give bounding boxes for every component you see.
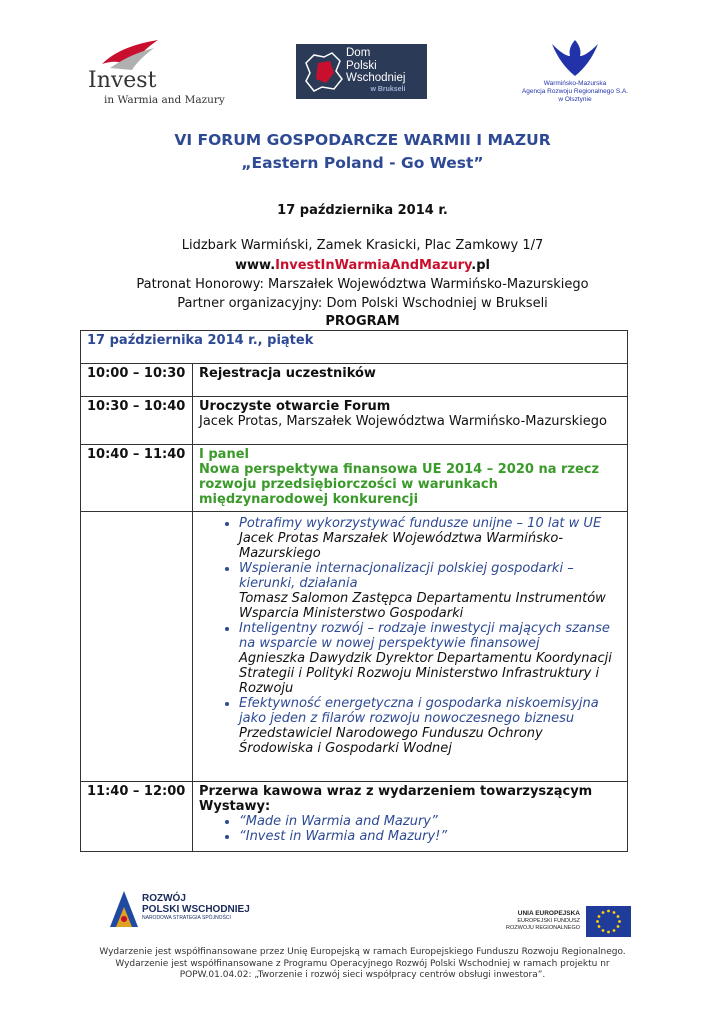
dom-logo-line4: w Brukseli	[370, 85, 406, 93]
opening-speaker: Jacek Protas, Marszałek Województwa Warmińsko-Mazurskiego	[199, 414, 607, 429]
talks-cell	[193, 512, 628, 782]
footer-line1: Wydarzenie jest współfinansowane przez Unię Europejską w ramach Europejskiego Funduszu Rozwoju Regionalnego.	[99, 947, 626, 957]
invest-logo-line1: Invest	[88, 68, 157, 93]
break-title: Przerwa kawowa wraz z wydarzeniem towarzyszącym	[199, 784, 593, 799]
agency-logo-line1: Warmińsko-Mazurska	[543, 80, 607, 87]
talk-title: Efektywność energetyczna i gospodarka niskoemisyjna jako jeden z filarów rozwoju nowoczesnego biznesu	[239, 696, 599, 726]
dom-logo-line2: Polski	[346, 59, 377, 72]
talk-title: Inteligentny rozwój – rodzaje inwestycji mających szanse na wsparcie w nowej perspektywie finansowej	[239, 621, 610, 651]
talk-title: Wspieranie internacjonalizacji polskiej gospodarki – kierunki, działania	[239, 561, 574, 591]
list-item	[239, 696, 621, 756]
forum-title: VI FORUM GOSPODARCZE WARMII I MAZUR	[174, 131, 551, 149]
talk-speaker: Tomasz Salomon Zastępca Departamentu Instrumentów Wsparcia Ministerstwo Gospodarki	[239, 591, 606, 621]
agenda-cell	[193, 782, 628, 852]
ue-logo	[488, 906, 633, 940]
ue-line3: ROZWOJU REGIONALNEGO	[506, 925, 580, 931]
talk-speaker: Agnieszka Dawydzik Dyrektor Departamentu Koordynacji Strategii i Polityki Rozwoju Ministerstwo Infrastruktury i Rozwoju	[239, 651, 612, 696]
time-cell: 10:00 – 10:30	[81, 364, 193, 397]
exhibition-item: “Invest in Warmia and Mazury!”	[239, 829, 448, 844]
talks-list	[199, 516, 621, 756]
website-suffix: .pl	[471, 258, 490, 273]
website-prefix: www.	[235, 258, 276, 273]
partner-text: Partner organizacyjny: Dom Polski Wschodniej w Brukseli	[177, 296, 548, 311]
list-item	[239, 814, 621, 829]
agency-crown-icon	[550, 38, 600, 78]
program-table	[80, 330, 628, 852]
agency-logo	[520, 38, 630, 108]
opening-title: Uroczyste otwarcie Forum	[199, 399, 391, 414]
rozwoj-line3: NARODOWA STRATEGIA SPÓJNOŚCI	[142, 915, 231, 921]
day-header: 17 października 2014 r., piątek	[81, 331, 628, 364]
agenda-cell: Rejestracja uczestników	[193, 364, 628, 397]
agenda-cell	[193, 397, 628, 445]
talk-speaker: Jacek Protas Marszałek Województwa Warmińsko-Mazurskiego	[239, 531, 564, 561]
ue-line2: EUROPEJSKI FUNDUSZ	[517, 918, 580, 924]
ue-line1: UNIA EUROPEJSKA	[517, 910, 580, 917]
dom-logo-line1: Dom	[346, 47, 371, 59]
dom-polski-logo	[296, 44, 427, 99]
agenda-cell	[193, 445, 628, 512]
agency-logo-line2: Agencja Rozwoju Regionalnego S.A.	[521, 88, 629, 95]
table-row	[81, 512, 628, 782]
panel-title: Nowa perspektywa finansowa UE 2014 – 2020 na rzecz rozwoju przedsiębiorczości w warunkach międzynarodowej konkurencji	[199, 462, 600, 507]
table-row	[81, 364, 628, 397]
invest-logo	[86, 38, 236, 110]
eu-flag-icon	[586, 906, 631, 937]
time-cell	[81, 512, 193, 782]
table-row	[81, 445, 628, 512]
table-row	[81, 782, 628, 852]
map-outline-icon	[300, 49, 346, 95]
footer-note	[90, 947, 635, 982]
website-domain: InvestInWarmiaAndMazury	[275, 258, 472, 273]
list-item	[239, 561, 621, 621]
rozwoj-line1: ROZWÓJ	[142, 893, 186, 904]
panel-label: I panel	[199, 447, 249, 462]
invest-logo-line2: in Warmia and Mazury	[104, 94, 225, 106]
list-item	[239, 516, 621, 561]
rozwoj-line2: POLSKI WSCHODNIEJ	[142, 904, 250, 915]
exhibition-item: “Made in Warmia and Mazury”	[239, 814, 438, 829]
dom-logo-line3: Wschodniej	[346, 72, 406, 84]
talk-speaker: Przedstawiciel Narodowego Funduszu Ochrony Środowiska i Gospodarki Wodnej	[239, 726, 543, 756]
agency-logo-line3: w Olsztynie	[558, 96, 592, 103]
time-cell: 11:40 – 12:00	[81, 782, 193, 852]
rozwoj-logo	[108, 889, 258, 931]
table-row	[81, 331, 628, 364]
time-cell: 10:40 – 11:40	[81, 445, 193, 512]
patronat-text: Patronat Honorowy: Marszałek Województwa Warmińsko-Mazurskiego	[136, 277, 589, 292]
event-location: Lidzbark Warmiński, Zamek Krasicki, Plac Zamkowy 1/7	[181, 238, 544, 253]
list-item	[239, 621, 621, 696]
invest-swoosh-icon	[100, 38, 160, 72]
forum-subtitle: „Eastern Poland - Go West”	[241, 154, 484, 172]
exhibitions-label: Wystawy:	[199, 799, 271, 814]
table-row	[81, 397, 628, 445]
talk-title: Potrafimy wykorzystywać fundusze unijne – 10 lat w UE	[239, 516, 602, 531]
rozwoj-arrow-icon	[108, 889, 140, 929]
program-heading: PROGRAM	[325, 314, 400, 329]
time-cell: 10:30 – 10:40	[81, 397, 193, 445]
list-item	[239, 829, 621, 844]
footer-line2: Wydarzenie jest współfinansowane z Programu Operacyjnego Rozwój Polski Wschodniej w ramach projektu nr	[115, 958, 610, 969]
event-website[interactable]	[0, 258, 725, 273]
footer-line3: POPW.01.04.02: „Tworzenie i rozwój sieci współpracy centrów obsługi inwestora”.	[179, 970, 546, 980]
event-date: 17 października 2014 r.	[277, 203, 448, 218]
exhibitions-list	[199, 814, 621, 844]
